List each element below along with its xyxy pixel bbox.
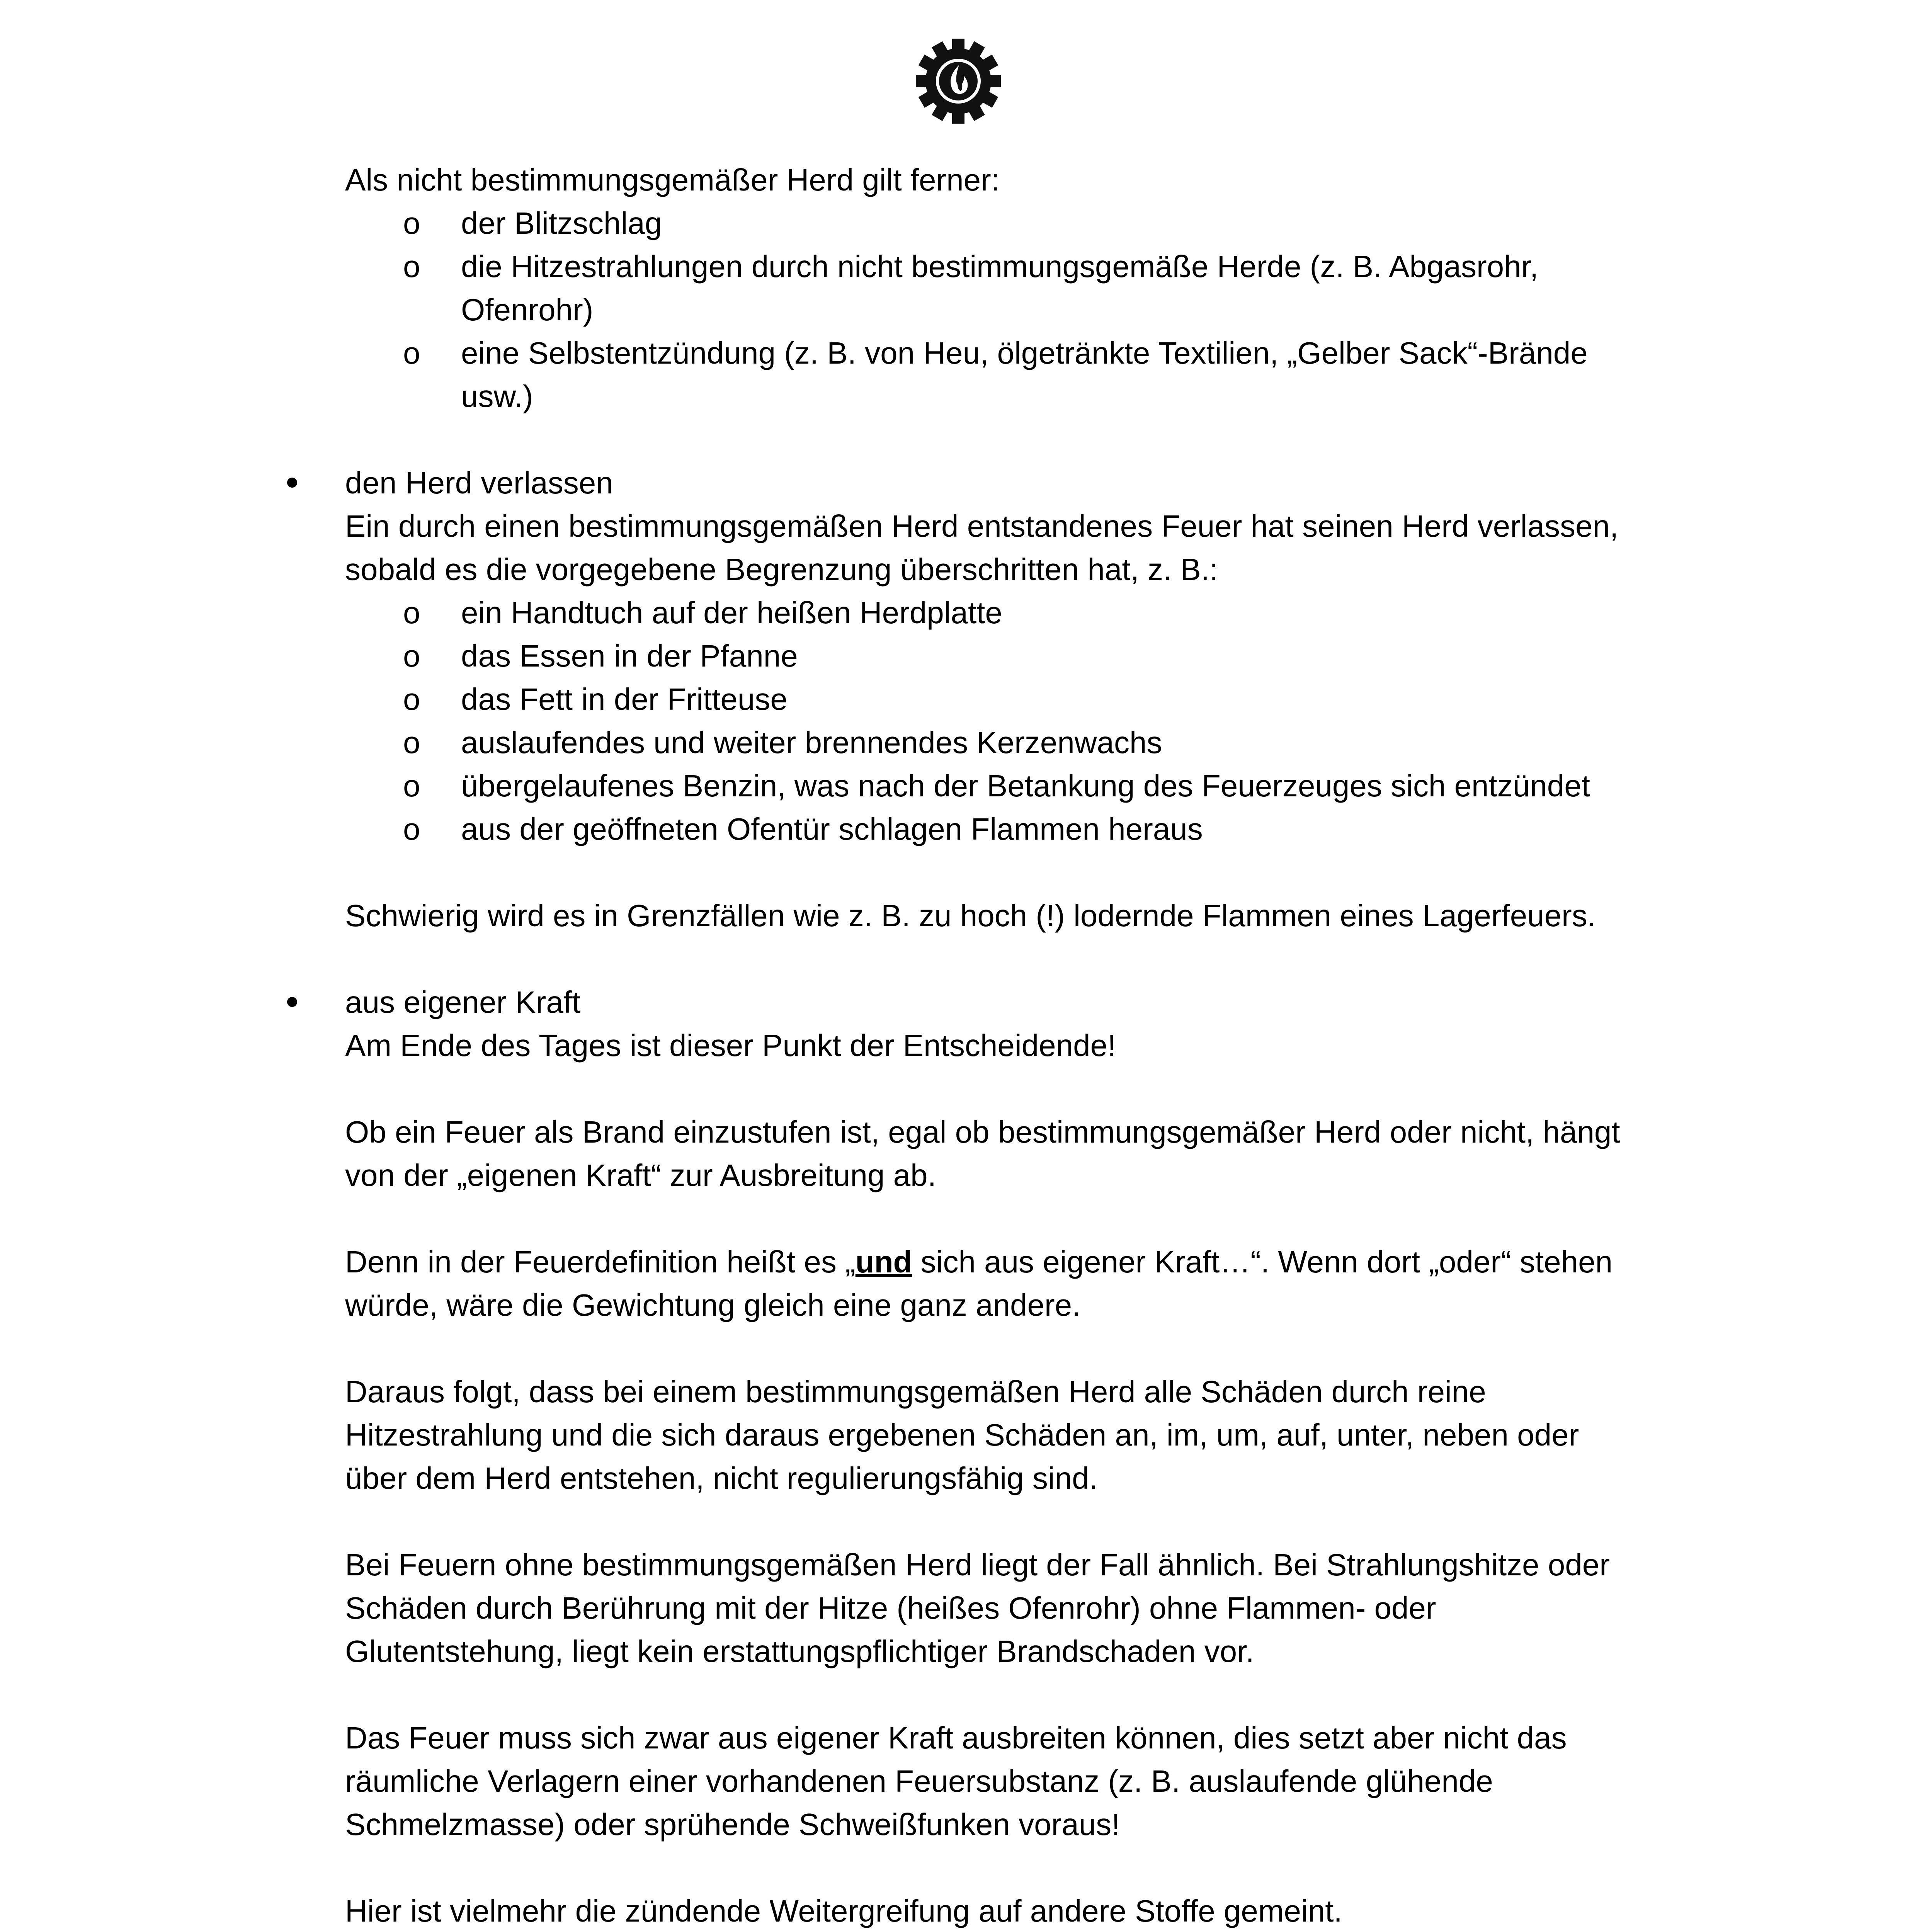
list-item-text: das Fett in der Fritteuse	[461, 682, 788, 716]
list-item-text: der Blitzschlag	[461, 206, 662, 240]
list-item	[345, 332, 1698, 418]
section-heading: aus eigener Kraft	[345, 985, 581, 1019]
circle-bullet-icon: o	[403, 725, 420, 760]
paragraph-line: Bei Feuern ohne bestimmungsgemäßen Herd liegt der Fall ähnlich. Bei Strahlungshitze oder	[345, 1548, 1610, 1582]
circle-bullet-icon: o	[403, 249, 420, 284]
circle-bullet-icon: o	[403, 595, 420, 630]
list-item	[345, 245, 1698, 332]
circle-bullet-icon: o	[403, 682, 420, 716]
list-item	[345, 721, 1698, 764]
list-item	[345, 591, 1698, 634]
paragraph-line: Schäden durch Berührung mit der Hitze (heißes Ofenrohr) ohne Flammen- oder	[345, 1591, 1436, 1625]
list-item-text: das Essen in der Pfanne	[461, 639, 798, 673]
note-line: Schwierig wird es in Grenzfällen wie z. B. zu hoch (!) lodernde Flammen eines Lagerfeuers.	[345, 898, 1596, 933]
circle-bullet-icon: o	[403, 206, 420, 240]
paragraph-line: Ob ein Feuer als Brand einzustufen ist, egal ob bestimmungsgemäßer Herd oder nicht, hängt	[345, 1115, 1620, 1149]
list-item-text-cont: usw.)	[461, 379, 533, 413]
list-item	[345, 634, 1698, 678]
list-item	[345, 678, 1698, 721]
intro-line: Als nicht bestimmungsgemäßer Herd gilt ferner:	[345, 163, 1000, 197]
list-item-text: aus der geöffneten Ofentür schlagen Flammen heraus	[461, 812, 1203, 846]
paragraph-line: räumliche Verlagern einer vorhandenen Feuersubstanz (z. B. auslaufende glühende	[345, 1764, 1493, 1798]
paragraph-line: Am Ende des Tages ist dieser Punkt der Entscheidende!	[345, 1028, 1116, 1063]
list-item-text: ein Handtuch auf der heißen Herdplatte	[461, 595, 1002, 630]
paragraph-line: Ein durch einen bestimmungsgemäßen Herd entstandenes Feuer hat seinen Herd verlassen,	[345, 509, 1619, 543]
paragraph-line: Das Feuer muss sich zwar aus eigener Kraft ausbreiten können, dies setzt aber nicht das	[345, 1721, 1567, 1755]
list-item	[345, 202, 1698, 245]
list-item-text: übergelaufenes Benzin, was nach der Betankung des Feuerzeuges sich entzündet	[461, 769, 1590, 803]
list-a	[345, 202, 1698, 418]
section-herd-verlassen	[345, 461, 1698, 937]
bullet-icon	[287, 478, 297, 488]
page-body	[345, 158, 1698, 1932]
paragraph-line: über dem Herd entstehen, nicht regulierungsfähig sind.	[345, 1461, 1098, 1495]
text-run: Denn in der Feuerdefinition heißt es „	[345, 1245, 856, 1279]
text-run: sich aus eigener Kraft…“. Wenn dort „oder“ stehen	[912, 1245, 1613, 1279]
emphasis-und: und	[855, 1245, 912, 1279]
circle-bullet-icon: o	[403, 336, 420, 370]
gear-flame-logo	[912, 35, 1005, 128]
list-item-text: die Hitzestrahlungen durch nicht bestimmungsgemäße Herde (z. B. Abgasrohr,	[461, 249, 1539, 284]
list-item	[345, 808, 1698, 851]
circle-bullet-icon: o	[403, 812, 420, 846]
paragraph-line: Hitzestrahlung und die sich daraus ergebenen Schäden an, im, um, auf, unter, neben oder	[345, 1418, 1579, 1452]
paragraph-line	[345, 1240, 1698, 1284]
circle-bullet-icon: o	[403, 639, 420, 673]
paragraph-line: Glutentstehung, liegt kein erstattungspflichtiger Brandschaden vor.	[345, 1634, 1254, 1668]
gear-center	[939, 62, 978, 100]
paragraph-line: würde, wäre die Gewichtung gleich eine ganz andere.	[345, 1288, 1081, 1322]
circle-bullet-icon: o	[403, 769, 420, 803]
section-heading: den Herd verlassen	[345, 466, 613, 500]
paragraph-line: Schmelzmasse) oder sprühende Schweißfunken voraus!	[345, 1807, 1120, 1842]
paragraph-line: Daraus folgt, dass bei einem bestimmungsgemäßen Herd alle Schäden durch reine	[345, 1374, 1486, 1409]
section-eigene-kraft	[345, 981, 1698, 1932]
paragraph-line: von der „eigenen Kraft“ zur Ausbreitung ab.	[345, 1158, 936, 1192]
list-item-text-cont: Ofenrohr)	[461, 293, 594, 327]
bullet-icon	[287, 997, 297, 1007]
list-item-text: eine Selbstentzündung (z. B. von Heu, ölgetränkte Textilien, „Gelber Sack“-Brände	[461, 336, 1588, 370]
list-item	[345, 764, 1698, 808]
paragraph-line: sobald es die vorgegebene Begrenzung überschritten hat, z. B.:	[345, 552, 1218, 587]
paragraph-line: Hier ist vielmehr die zündende Weitergreifung auf andere Stoffe gemeint.	[345, 1894, 1342, 1928]
list-item-text: auslaufendes und weiter brennendes Kerzenwachs	[461, 725, 1162, 760]
